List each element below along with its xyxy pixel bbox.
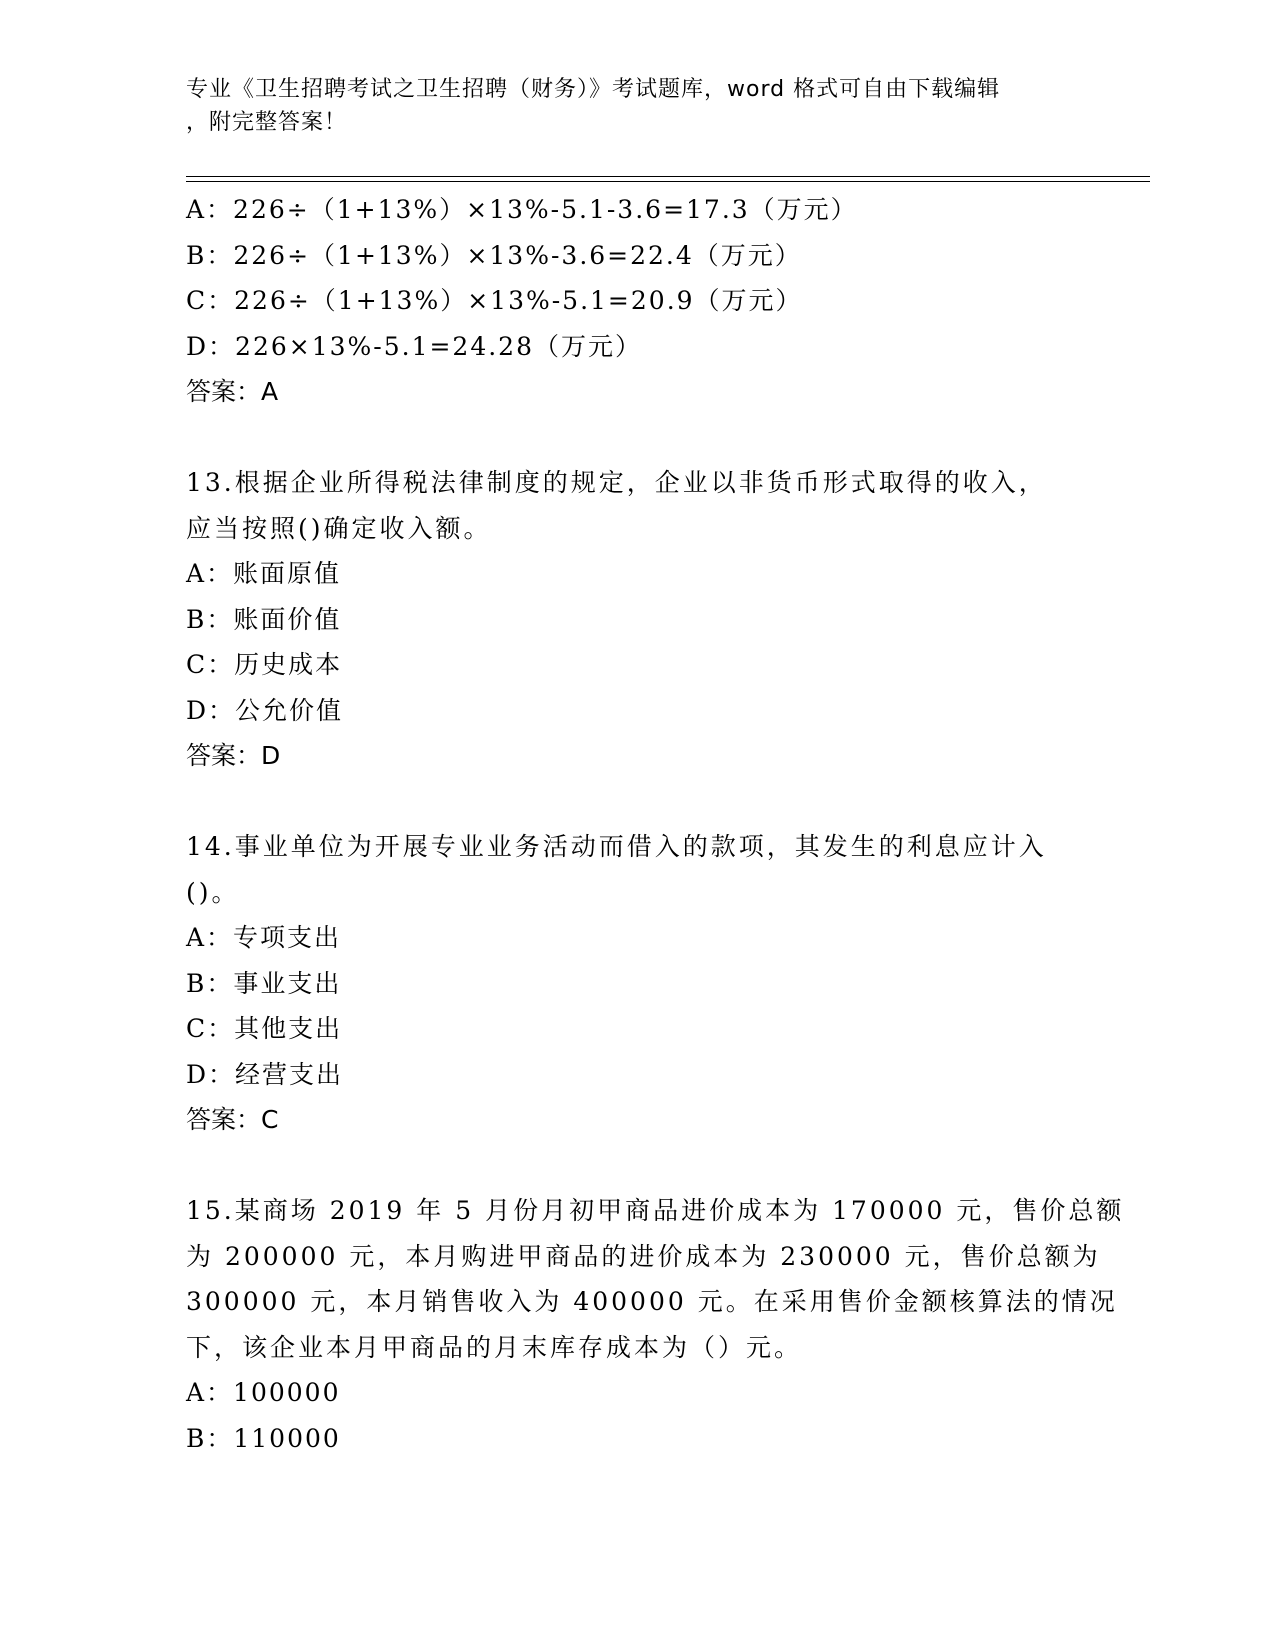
option-b: B：事业支出	[186, 968, 342, 998]
header-divider-bottom	[186, 181, 1150, 182]
option-b: B：账面价值	[186, 604, 342, 634]
question-13	[186, 460, 1086, 779]
option-b: B：226÷（1+13%）×13%-3.6=22.4（万元）	[186, 240, 802, 270]
question-15	[186, 1188, 1125, 1461]
question-text-line: 13.根据企业所得税法律制度的规定，企业以非货币形式取得的收入，	[186, 468, 1047, 497]
answer-line: 答案：C	[186, 1105, 279, 1134]
question-spacer	[186, 415, 1086, 461]
answer-line: 答案：D	[186, 741, 281, 770]
question-spacer	[186, 1143, 1086, 1189]
option-a: A：账面原值	[186, 559, 342, 588]
option-d: D：226×13%-5.1=24.28（万元）	[186, 331, 642, 361]
question-text-line: 下，该企业本月甲商品的月末库存成本为（）元。	[186, 1332, 803, 1362]
option-c: C：226÷（1+13%）×13%-5.1=20.9（万元）	[186, 286, 803, 315]
question-12	[186, 187, 1086, 415]
question-content	[186, 187, 1125, 1461]
option-d: D：公允价值	[186, 695, 344, 725]
option-a: A：专项支出	[186, 923, 342, 952]
question-spacer	[186, 779, 1086, 825]
option-b: B：110000	[186, 1423, 341, 1453]
question-text-line: 应当按照()确定收入额。	[186, 513, 492, 543]
document-header	[186, 73, 1066, 139]
header-line-1: 专业《卫生招聘考试之卫生招聘（财务）》考试题库，word 格式可自由下载编辑	[186, 77, 1001, 102]
option-a: A：100000	[186, 1378, 341, 1407]
question-text-line: 300000 元，本月销售收入为 400000 元。在采用售价金额核算法的情况	[186, 1287, 1118, 1316]
option-c: C：其他支出	[186, 1014, 343, 1043]
header-line-2: ，附完整答案！	[186, 110, 348, 135]
header-divider-top	[186, 176, 1150, 177]
question-text-line: 15.某商场 2019 年 5 月份月初甲商品进价成本为 170000 元，售价总额	[186, 1196, 1125, 1225]
question-14	[186, 824, 1086, 1143]
option-a: A：226÷（1+13%）×13%-5.1-3.6=17.3（万元）	[186, 195, 858, 224]
option-d: D：经营支出	[186, 1059, 344, 1089]
question-text-line: 为 200000 元，本月购进甲商品的进价成本为 230000 元，售价总额为	[186, 1241, 1101, 1271]
question-text-line: ()。	[186, 877, 240, 907]
question-text-line: 14.事业单位为开展专业业务活动而借入的款项，其发生的利息应计入	[186, 832, 1047, 861]
option-c: C：历史成本	[186, 650, 343, 679]
answer-line: 答案：A	[186, 377, 279, 406]
